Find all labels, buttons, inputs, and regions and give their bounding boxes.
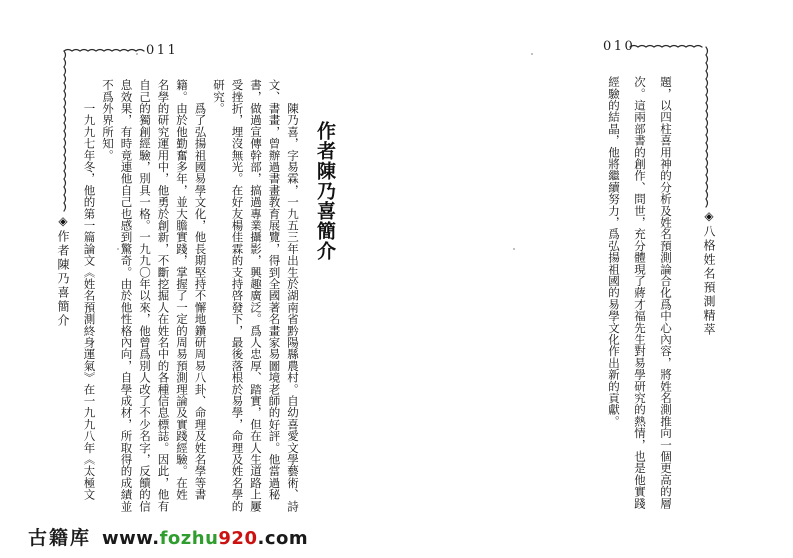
scan-speck — [117, 248, 119, 250]
diamond-marker-icon: ◈ — [56, 214, 70, 230]
running-head-left — [55, 214, 72, 328]
body-text-right — [598, 76, 679, 516]
text-column: 陳乃喜，字易霖，一九五三年出生於湖南省黔陽縣農村。自幼喜愛文學藝術、詩 — [286, 79, 300, 512]
text-column: 受挫折，埋沒無光。在好友楊佳霖的支持啓發下，最後落根於易學，命理及姓名學的 — [230, 79, 245, 512]
text-column: 研究。 — [212, 79, 226, 115]
watermark-site-name: 古籍库 — [28, 527, 92, 549]
body-text-left — [79, 79, 302, 519]
watermark-url-920: 920 — [218, 528, 258, 549]
watermark-url-www: www. — [102, 528, 160, 549]
text-column: 一九九七年冬，他的第一篇論文《姓名預測終身運氣》在一九九八年《太極文 — [82, 79, 97, 501]
text-column: 經驗的結晶，他將繼續努力，爲弘揚祖國的易學文化作出新的貢獻。 — [607, 76, 621, 427]
text-column: 不爲外界所知。 — [101, 79, 115, 161]
text-column: 名學的研究運用中，他勇於創新，不斷挖掘人在姓名中的各種信息標誌。因此，他有 — [156, 79, 171, 512]
text-column: 書，做過宣傳幹部，搞過專業攝影，興趣廣泛。爲人忠厚、踏實，但在人生道路上屢 — [249, 79, 263, 512]
text-column: 次。這兩部書的創作、問世，充分體現了蔣才福先生對易學研究的熱情，也是他實踐 — [633, 76, 647, 509]
text-column: 題，以四柱喜用神的分析及姓名預測論合化爲中心內容，將姓名測推向一個更高的層 — [659, 76, 673, 509]
scan-speck — [136, 53, 138, 55]
text-column: 文、書畫，曾辦過書畫教育展覽，得到全國著名畫家易圖境老師的好評。他當過秘 — [267, 79, 282, 501]
text-column: 爲了弘揚祖國易學文化，他長期堅持不懈地鑽研周易八卦、命理及姓名學等書 — [193, 79, 208, 501]
running-head-right-text: 八格姓名預測精萃 — [702, 225, 716, 337]
running-head-left-text: 作者陳乃喜簡介 — [56, 230, 70, 328]
watermark-url-com: .com — [257, 528, 309, 549]
diamond-marker-icon: ◈ — [702, 209, 716, 225]
page-number-left: 011 — [146, 43, 179, 58]
text-column: 籍。由於他勤奮多年，並大膽實踐，掌握了一定的周易預測理論及實踐經驗。在姓 — [175, 79, 189, 501]
watermark — [28, 523, 308, 550]
section-title: 作者陳乃喜簡介 — [314, 121, 336, 261]
scan-speck — [531, 53, 533, 55]
text-column: 息效果，有時竟連他自己也感到驚奇。由於他性格內向，自學成材，所取得的成績並 — [119, 79, 134, 512]
page-number-right: 010 — [603, 39, 636, 54]
text-column: 自己的獨創經驗，別具一格。一九九〇年以來，他曾爲別人改了不少名字，反饋的信 — [138, 79, 152, 512]
scan-speck — [513, 248, 515, 250]
running-head-right — [701, 209, 718, 337]
watermark-url-fozhu: fozhu — [159, 528, 219, 549]
